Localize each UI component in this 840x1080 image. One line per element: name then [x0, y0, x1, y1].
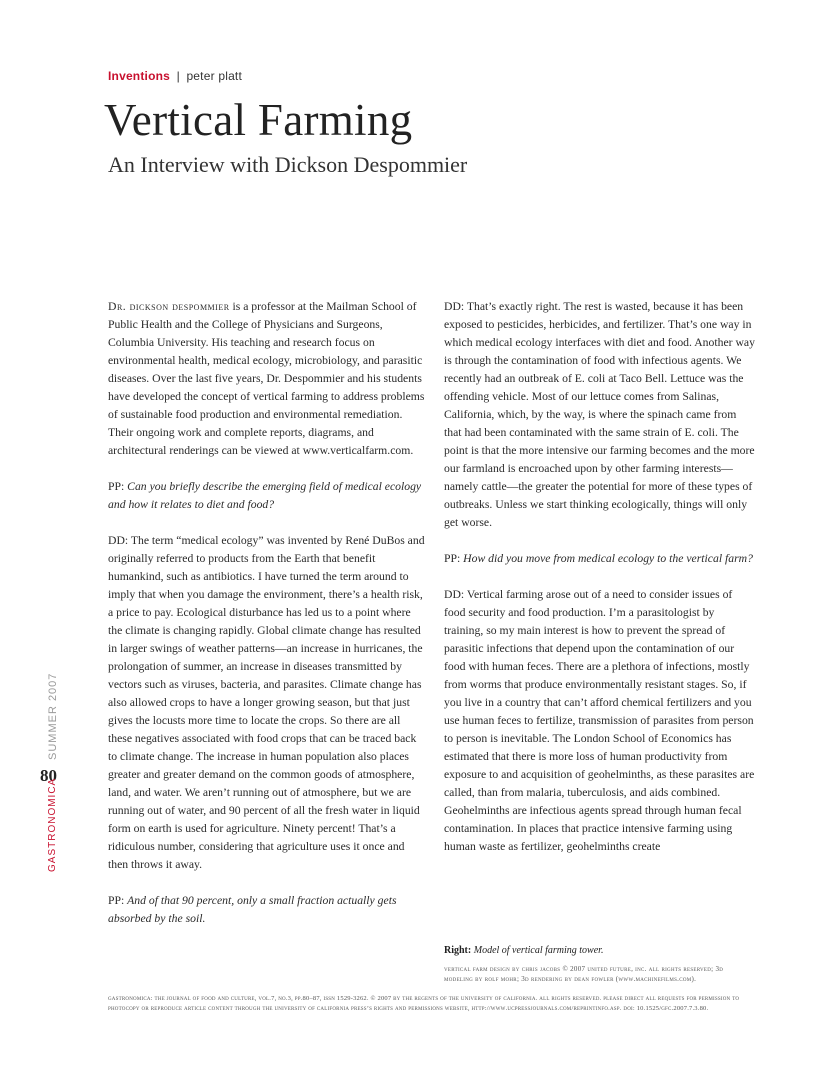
- figure-caption: [444, 944, 744, 958]
- answer-1-speaker: DD:: [108, 534, 131, 547]
- image-credits: vertical farm design by chris jacobs © 2007 united future, inc. all rights reserved; 3d modeling by rolf mohr; 3d rendering by dean fowler (www.machinefilms.com).: [444, 965, 724, 983]
- answer-2-text: That’s exactly right. The rest is wasted, because it has been exposed to pesticides, herbicides, and fertilizer. That’s one way in which medical ecology interfaces with diet and food. Another way is through the contamination of food with infectious agents. We recently had an outbreak of E. coli at Taco Bell. Lettuce was the offending vehicle. Most of our lettuce comes from Salinas, California, which, by the way, is where the spinach came from that had been contaminated with the same strain of E. coli. The point is that the more intensive our farming becomes and the more our farmland is encroached upon by other farming interests—namely cattle—the greater the potential for more of these types of outbreaks. Unless we start thinking ecologically, things will only get worse.: [444, 300, 755, 529]
- answer-3-speaker: DD:: [444, 588, 467, 601]
- article-title: Vertical Farming: [104, 95, 413, 145]
- answer-2: [444, 298, 756, 532]
- section-label: Inventions: [108, 69, 171, 83]
- intro-name: Dr. dickson despommier: [108, 300, 230, 313]
- question-1-text: Can you briefly describe the emerging field of medical ecology and how it relates to diet and food?: [108, 480, 422, 511]
- kicker-separator: |: [176, 69, 180, 83]
- question-1: [108, 478, 426, 514]
- margin-journal: GASTRONOMICA: [47, 777, 58, 872]
- answer-1-text: The term “medical ecology” was invented by René DuBos and originally referred to products from the Earth that benefit humankind, such as antibiotics. I have turned the term around to imply that when you damage the environment, there’s a health risk, a price to pay. Ecological disturbance has led us to a point where the climate is changing rapidly. Global climate change has resulted in larger swings of weather patterns—an increase in hurricanes, the prolongation of summer, an increase in diseases transmitted by vectors such as viruses, bacteria, and parasites. Climate change has also allowed crops to have a longer growing season, but that just gives the locusts more time to locate the crops. So there are all these negatives associated with food crops that can be traced back to climate change. The increase in human population also places greater and greater demand on the common goods of atmosphere, land, and water. We aren’t running out of atmosphere, but we are running out of water, and 90 percent of all the fresh water in liquid form on earth is used for agriculture. Ninety percent! That’s a ridiculous number, considering that agriculture uses it once and then throws it away.: [108, 534, 425, 871]
- copyright-footer: gastronomica: the journal of food and culture, vol.7, no.3, pp.80–87, issn 1529-3262. © 2007 by the regents of the university of california. all rights reserved. please direct all requests for permission to photocopy or reproduce article content through the university of california press’s rights and permissions website, http://www.ucpressjournals.com/reprintinfo.asp. doi: 10.1525/gfc.2007.7.3.80.: [108, 995, 740, 1012]
- question-2-text: And of that 90 percent, only a small fraction actually gets absorbed by the soil.: [108, 894, 397, 925]
- answer-3: [444, 586, 756, 856]
- question-2: [108, 892, 426, 928]
- margin-season: SUMMER 2007: [47, 672, 59, 760]
- answer-1: [108, 532, 426, 874]
- intro-text: is a professor at the Mailman School of Public Health and the College of Physicians and Surgeons, Columbia University. His teaching and research focus on environmental health, medical ecology, microbiology, and parasitic diseases. Over the last five years, Dr. Despommier and his students have developed the concept of vertical farming to address problems of sustainable food production and environmental remediation. Their ongoing work and complete reports, diagrams, and architectural renderings can be viewed at www.verticalfarm.com.: [108, 300, 425, 457]
- answer-2-speaker: DD:: [444, 300, 467, 313]
- article-kicker: [108, 69, 242, 83]
- intro-paragraph: [108, 298, 426, 460]
- question-3-text: How did you move from medical ecology to the vertical farm?: [463, 552, 753, 565]
- article-subtitle: An Interview with Dickson Despommier: [108, 152, 468, 177]
- caption-label: Right:: [444, 945, 474, 956]
- answer-3-text: Vertical farming arose out of a need to consider issues of food security and food production. I’m a parasitologist by training, so my main interest is how to prevent the spread of parasitic infections that depend upon the contamination of our food with human feces. There are a plethora of infections, mostly from worms that produce environmentally resistant stages. So, if you live in a country that can’t afford chemical fertilizers and you use human feces to fertilize, transmission of parasites from person to person is inevitable. The London School of Economics has estimated that there is more loss of human productivity from exposure to and acquisition of geohelminths, as these parasites are called, than from malaria, tuberculosis, and aids combined. Geohelminths are infectious agents spread through human fecal contamination. In places that practice intensive farming using human waste as fertilizer, geohelminths create: [444, 588, 755, 853]
- right-column: [444, 298, 756, 874]
- question-3: [444, 550, 756, 568]
- question-1-speaker: PP:: [108, 480, 128, 493]
- question-2-speaker: PP:: [108, 894, 128, 907]
- question-3-speaker: PP:: [444, 552, 464, 565]
- author-label: peter platt: [186, 69, 243, 83]
- left-column: [108, 298, 426, 946]
- caption-text: Model of vertical farming tower.: [473, 945, 604, 956]
- page-number: 80: [40, 766, 57, 785]
